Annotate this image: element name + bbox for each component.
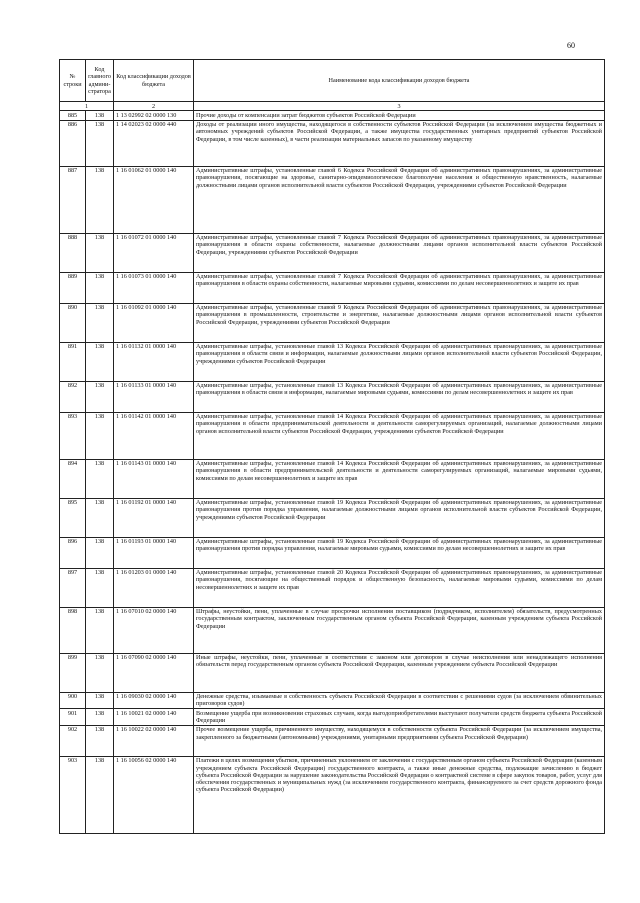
header-row-number: № строки bbox=[60, 60, 86, 102]
classification-code: 1 16 10056 02 0000 140 bbox=[114, 756, 194, 833]
column-index-2: 2 bbox=[114, 102, 194, 111]
classification-code: 1 16 01192 01 0000 140 bbox=[114, 498, 194, 537]
classification-code: 1 16 01203 01 0000 140 bbox=[114, 568, 194, 607]
row-number: 895 bbox=[60, 498, 86, 537]
row-number: 892 bbox=[60, 381, 86, 412]
code-name: Денежные средства, изымаемые в собственность субъекта Российской Федерации в соответствии с решениями судов (за исключением обвинительных приговоров судов) bbox=[194, 692, 605, 709]
admin-code: 138 bbox=[86, 166, 114, 233]
code-name: Возмещение ущерба при возникновении страховых случаев, когда выгодоприобретателями выступают получатели средств бюджета субъекта Российской Федерации bbox=[194, 709, 605, 726]
admin-code: 138 bbox=[86, 233, 114, 272]
classification-code: 1 16 01092 01 0000 140 bbox=[114, 303, 194, 342]
code-name: Административные штрафы, установленные главой 19 Кодекса Российской Федерации об административных правонарушениях, за административные правонарушения против порядка управления, налагаемые должностными лицами органов исполнительной власти субъектов Российской Федерации, учреждениями субъектов Российской Федерации bbox=[194, 498, 605, 537]
code-name: Административные штрафы, установленные главой 20 Кодекса Российской Федерации об административных правонарушениях, за административные правонарушения, посягающие на общественный порядок и общественную безопасность, налагаемые мировыми судьями, комиссиями по делам несовершеннолетних и защите их прав bbox=[194, 568, 605, 607]
table-row bbox=[60, 568, 605, 607]
row-number: 896 bbox=[60, 537, 86, 568]
column-index-row bbox=[60, 102, 605, 111]
row-number: 893 bbox=[60, 412, 86, 459]
row-number: 899 bbox=[60, 653, 86, 692]
classification-code: 1 16 01193 01 0000 140 bbox=[114, 537, 194, 568]
code-name: Административные штрафы, установленные главой 13 Кодекса Российской Федерации об административных правонарушениях, за административные правонарушения в области связи и информации, налагаемые должностными лицами органов исполнительной власти субъектов Российской Федерации, учреждениями субъектов Российской Федерации bbox=[194, 342, 605, 381]
table-row bbox=[60, 692, 605, 709]
row-number: 902 bbox=[60, 725, 86, 756]
row-number: 901 bbox=[60, 709, 86, 726]
admin-code: 138 bbox=[86, 342, 114, 381]
code-name: Штрафы, неустойки, пени, уплаченные в случае просрочки исполнения поставщиком (подрядчиком, исполнителем) обязательств, предусмотренных государственным контрактом, заключенным государственным органом субъекта Российской Федерации, казенным учреждением субъекта Российской Федерации bbox=[194, 607, 605, 653]
code-name: Административные штрафы, установленные главой 13 Кодекса Российской Федерации об административных правонарушениях, за административные правонарушения в области связи и информации, налагаемые мировыми судьями, комиссиями по делам несовершеннолетних и защите их прав bbox=[194, 381, 605, 412]
table-row bbox=[60, 459, 605, 498]
table-row bbox=[60, 303, 605, 342]
admin-code: 138 bbox=[86, 709, 114, 726]
table-row bbox=[60, 653, 605, 692]
admin-code: 138 bbox=[86, 725, 114, 756]
table-row bbox=[60, 381, 605, 412]
classification-code: 1 16 10021 02 0000 140 bbox=[114, 709, 194, 726]
admin-code: 138 bbox=[86, 607, 114, 653]
admin-code: 138 bbox=[86, 498, 114, 537]
code-name: Административные штрафы, установленные главой 14 Кодекса Российской Федерации об административных правонарушениях, за административные правонарушения в области предпринимательской деятельности и деятельности саморегулируемых организаций, налагаемые мировыми судьями, комиссиями по делам несовершеннолетних и защите их прав bbox=[194, 459, 605, 498]
row-number: 885 bbox=[60, 111, 86, 120]
classification-code: 1 16 01072 01 0000 140 bbox=[114, 233, 194, 272]
table-row bbox=[60, 756, 605, 833]
page-number: 60 bbox=[567, 41, 575, 50]
row-number: 889 bbox=[60, 272, 86, 303]
table-row bbox=[60, 120, 605, 166]
table-row bbox=[60, 342, 605, 381]
table-row bbox=[60, 725, 605, 756]
code-name: Прочие доходы от компенсации затрат бюджетов субъектов Российской Федерации bbox=[194, 111, 605, 120]
code-name: Иные штрафы, неустойки, пени, уплаченные в соответствии с законом или договором в случае неисполнения или ненадлежащего исполнения обязательств перед государственным органом субъекта Российской Федерации, казенным учреждением субъекта Российской Федерации bbox=[194, 653, 605, 692]
table-row bbox=[60, 537, 605, 568]
code-name: Административные штрафы, установленные главой 7 Кодекса Российской Федерации об административных правонарушениях, за административные правонарушения в области охраны собственности, налагаемые должностными лицами органов исполнительной власти субъектов Российской Федерации, учреждениями субъектов Российской Федерации bbox=[194, 233, 605, 272]
admin-code: 138 bbox=[86, 459, 114, 498]
code-name: Доходы от реализации иного имущества, находящегося в собственности субъектов Российской Федерации (за исключением имущества бюджетных и автономных учреждений субъектов Российской Федерации, а также имущества государственных унитарных предприятий субъектов Российской Федерации, в том числе казенных), в части реализации материальных запасов по указанному имуществу bbox=[194, 120, 605, 166]
table-row bbox=[60, 607, 605, 653]
code-name: Административные штрафы, установленные главой 19 Кодекса Российской Федерации об административных правонарушениях, за административные правонарушения против порядка управления, налагаемые мировыми судьями, комиссиями по делам несовершеннолетних и защите их прав bbox=[194, 537, 605, 568]
admin-code: 138 bbox=[86, 537, 114, 568]
row-number: 903 bbox=[60, 756, 86, 833]
classification-code: 1 16 01073 01 0000 140 bbox=[114, 272, 194, 303]
row-number: 900 bbox=[60, 692, 86, 709]
classification-code: 1 16 01142 01 0000 140 bbox=[114, 412, 194, 459]
code-name: Административные штрафы, установленные главой 9 Кодекса Российской Федерации об административных правонарушениях, за административные правонарушения в промышленности, строительстве и энергетике, налагаемые должностными лицами органов исполнительной власти субъектов Российской Федерации, учреждениями субъектов Российской Федерации bbox=[194, 303, 605, 342]
classification-code: 1 16 01133 01 0000 140 bbox=[114, 381, 194, 412]
table-row bbox=[60, 272, 605, 303]
classification-code: 1 16 09030 02 0000 140 bbox=[114, 692, 194, 709]
classification-code: 1 16 01143 01 0000 140 bbox=[114, 459, 194, 498]
row-number: 898 bbox=[60, 607, 86, 653]
code-name: Платежи в целях возмещения убытков, причиненных уклонением от заключения с государственным органом субъекта Российской Федерации (казенным учреждением субъекта Российской Федерации) государственного контракта, а также иные денежные средства, подлежащие зачислению в бюджет субъекта Российской Федерации за нарушение законодательства Российской Федерации о контрактной системе в сфере закупок товаров, работ, услуг для обеспечения государственных и муниципальных нужд (за исключением государственного контракта, финансируемого за счет средств дорожного фонда субъекта Российской Федерации) bbox=[194, 756, 605, 833]
classification-code: 1 16 01062 01 0000 140 bbox=[114, 166, 194, 233]
admin-code: 138 bbox=[86, 692, 114, 709]
admin-code: 138 bbox=[86, 272, 114, 303]
row-number: 888 bbox=[60, 233, 86, 272]
classification-code: 1 16 07010 02 0000 140 bbox=[114, 607, 194, 653]
code-name: Административные штрафы, установленные главой 14 Кодекса Российской Федерации об административных правонарушениях, за административные правонарушения в области предпринимательской деятельности и деятельности саморегулируемых организаций, налагаемые должностными лицами органов исполнительной власти субъектов Российской Федерации, учреждениями субъектов Российской Федерации bbox=[194, 412, 605, 459]
table-row bbox=[60, 111, 605, 120]
admin-code: 138 bbox=[86, 412, 114, 459]
column-index-3: 3 bbox=[194, 102, 605, 111]
table-row bbox=[60, 498, 605, 537]
admin-code: 138 bbox=[86, 303, 114, 342]
code-name: Административные штрафы, установленные главой 6 Кодекса Российской Федерации об административных правонарушениях, за административные правонарушения, посягающие на здоровье, санитарно-эпидемиологическое благополучие населения и общественную нравственность, налагаемые должностными лицами органов исполнительной власти субъектов Российской Федерации, учреждениями субъектов Российской Федерации bbox=[194, 166, 605, 233]
column-index-1: 1 bbox=[60, 102, 114, 111]
classification-code: 1 14 02023 02 0000 440 bbox=[114, 120, 194, 166]
classification-code: 1 13 02992 02 0000 130 bbox=[114, 111, 194, 120]
row-number: 890 bbox=[60, 303, 86, 342]
code-name: Административные штрафы, установленные главой 7 Кодекса Российской Федерации об административных правонарушениях, за административные правонарушения в области охраны собственности, налагаемые мировыми судьями, комиссиями по делам несовершеннолетних и защите их прав bbox=[194, 272, 605, 303]
row-number: 886 bbox=[60, 120, 86, 166]
admin-code: 138 bbox=[86, 381, 114, 412]
admin-code: 138 bbox=[86, 120, 114, 166]
table-row bbox=[60, 709, 605, 726]
code-name: Прочее возмещение ущерба, причиненного имуществу, находящемуся в собственности субъекта Российской Федерации (за исключением имущества, закрепленного за бюджетными (автономными) учреждениями, унитарными предприятиями субъекта Российской Федерации) bbox=[194, 725, 605, 756]
row-number: 887 bbox=[60, 166, 86, 233]
table-row bbox=[60, 233, 605, 272]
budget-classification-table bbox=[59, 59, 605, 834]
table-row bbox=[60, 166, 605, 233]
header-classification-code: Код классификации доходов бюджета bbox=[114, 60, 194, 102]
admin-code: 138 bbox=[86, 111, 114, 120]
table-row bbox=[60, 412, 605, 459]
classification-code: 1 16 07090 02 0000 140 bbox=[114, 653, 194, 692]
header-row bbox=[60, 60, 605, 102]
row-number: 891 bbox=[60, 342, 86, 381]
row-number: 897 bbox=[60, 568, 86, 607]
admin-code: 138 bbox=[86, 568, 114, 607]
header-code-name: Наименование кода классификации доходов бюджета bbox=[194, 60, 605, 102]
admin-code: 138 bbox=[86, 756, 114, 833]
classification-code: 1 16 10022 02 0000 140 bbox=[114, 725, 194, 756]
admin-code: 138 bbox=[86, 653, 114, 692]
row-number: 894 bbox=[60, 459, 86, 498]
classification-code: 1 16 01132 01 0000 140 bbox=[114, 342, 194, 381]
header-admin-code: Код главного админи-стратора bbox=[86, 60, 114, 102]
